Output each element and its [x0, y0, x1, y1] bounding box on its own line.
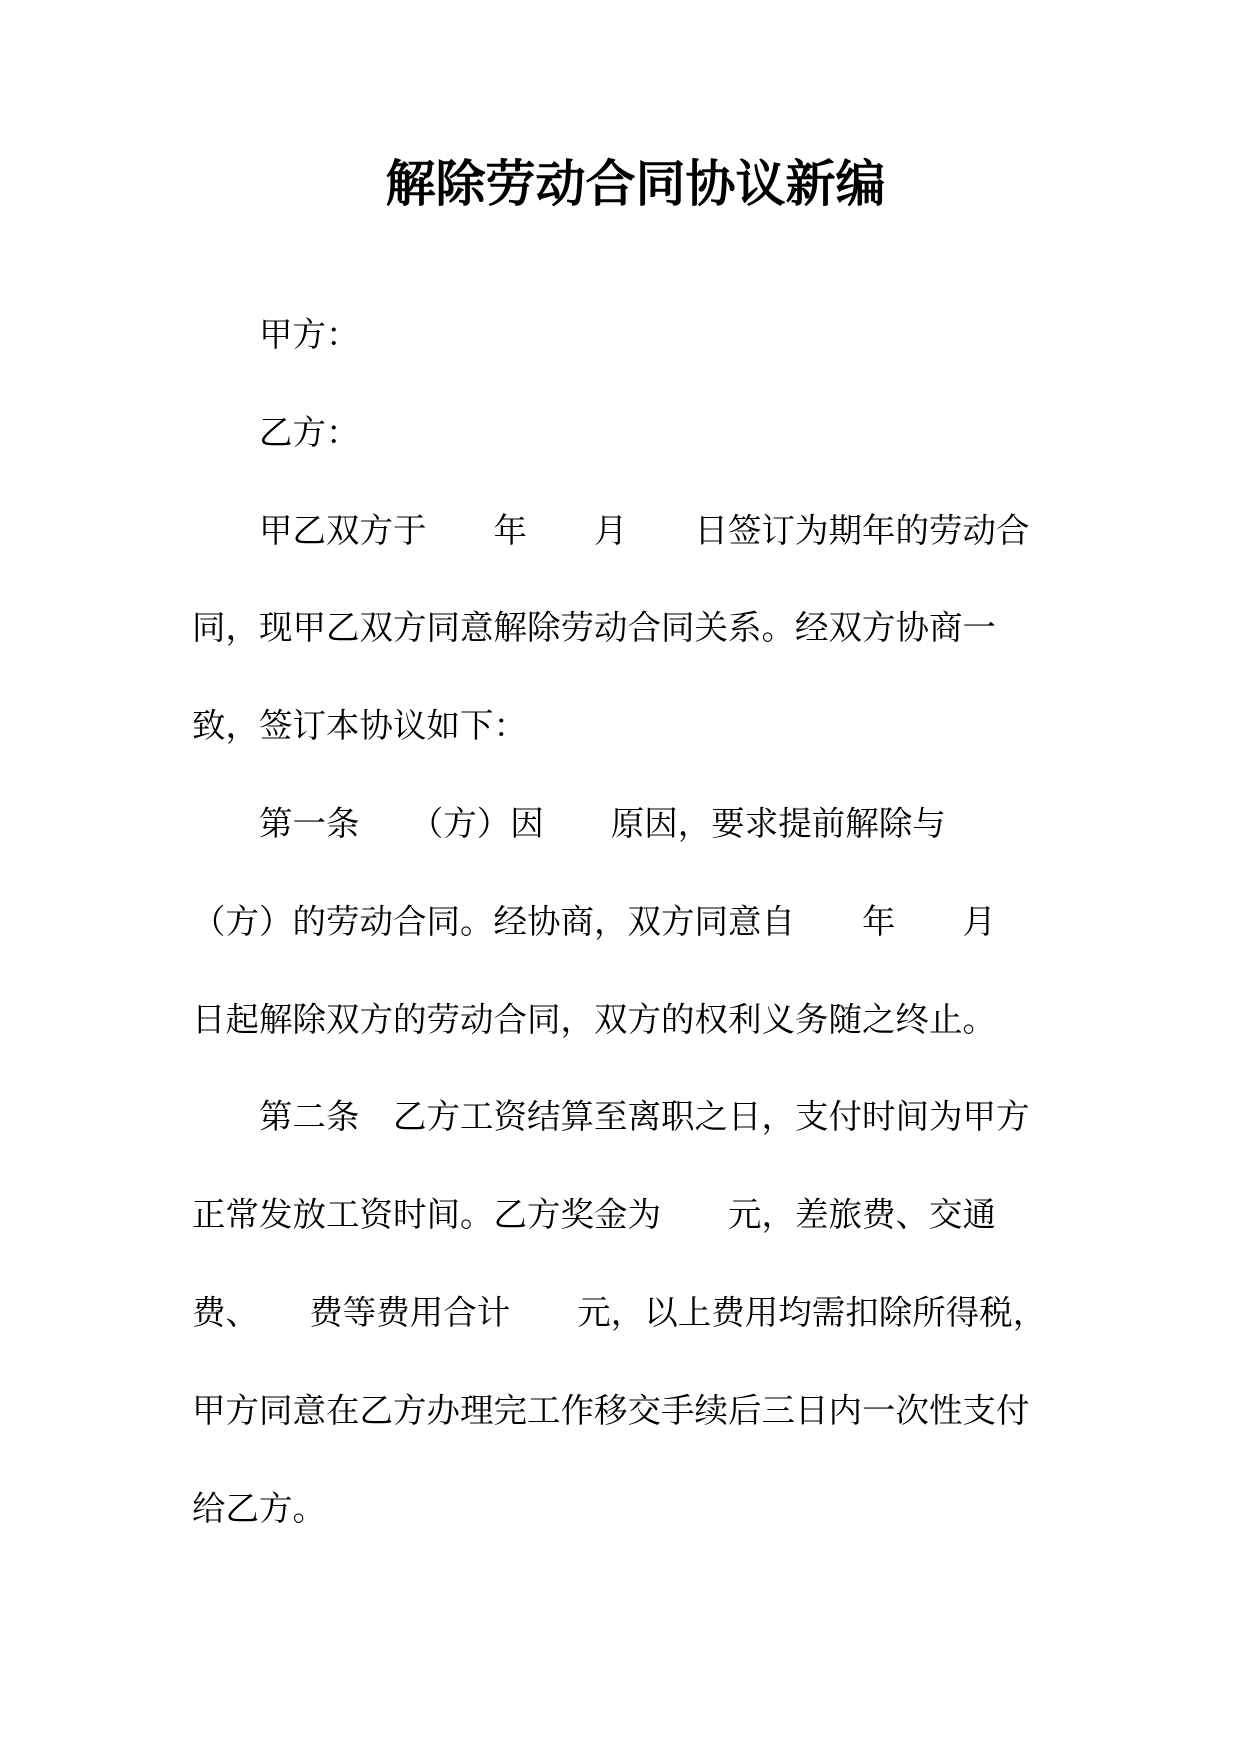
paragraph-line: （方）的劳动合同。经协商，双方同意自 年 月 — [192, 901, 996, 941]
paragraph-line: 第一条 （方）因 原因，要求提前解除与 — [259, 803, 946, 843]
paragraph-line: 正常发放工资时间。乙方奖金为 元，差旅费、交通 — [192, 1195, 996, 1235]
paragraph-preamble — [192, 482, 1192, 775]
document-title: 解除劳动合同协议新编 — [385, 154, 886, 213]
paragraph-line: 同，现甲乙双方同意解除劳动合同关系。经双方协商一 — [192, 608, 996, 648]
paragraph-party-b — [192, 384, 1192, 482]
paragraph-line: 给乙方。 — [192, 1488, 326, 1528]
paragraph-line: 甲方同意在乙方办理完工作移交手续后三日内一次性支付 — [192, 1390, 1030, 1430]
paragraph-article-2 — [192, 1068, 1192, 1557]
paragraph-line: 第二条 乙方工资结算至离职之日，支付时间为甲方 — [259, 1097, 1030, 1137]
paragraph-line: 甲方： — [259, 315, 360, 354]
document-body — [192, 286, 1192, 1557]
paragraph-line: 费、 费等费用合计 元，以上费用均需扣除所得税， — [192, 1292, 1047, 1332]
paragraph-line: 日起解除双方的劳动合同，双方的权利义务随之终止。 — [192, 999, 996, 1039]
paragraph-line: 致，签订本协议如下： — [192, 706, 527, 746]
paragraph-article-1 — [192, 775, 1192, 1068]
paragraph-line: 乙方： — [259, 412, 360, 452]
paragraph-party-a — [192, 286, 1192, 384]
paragraph-line: 甲乙双方于 年 月 日签订为期年的劳动合 — [259, 510, 1030, 550]
